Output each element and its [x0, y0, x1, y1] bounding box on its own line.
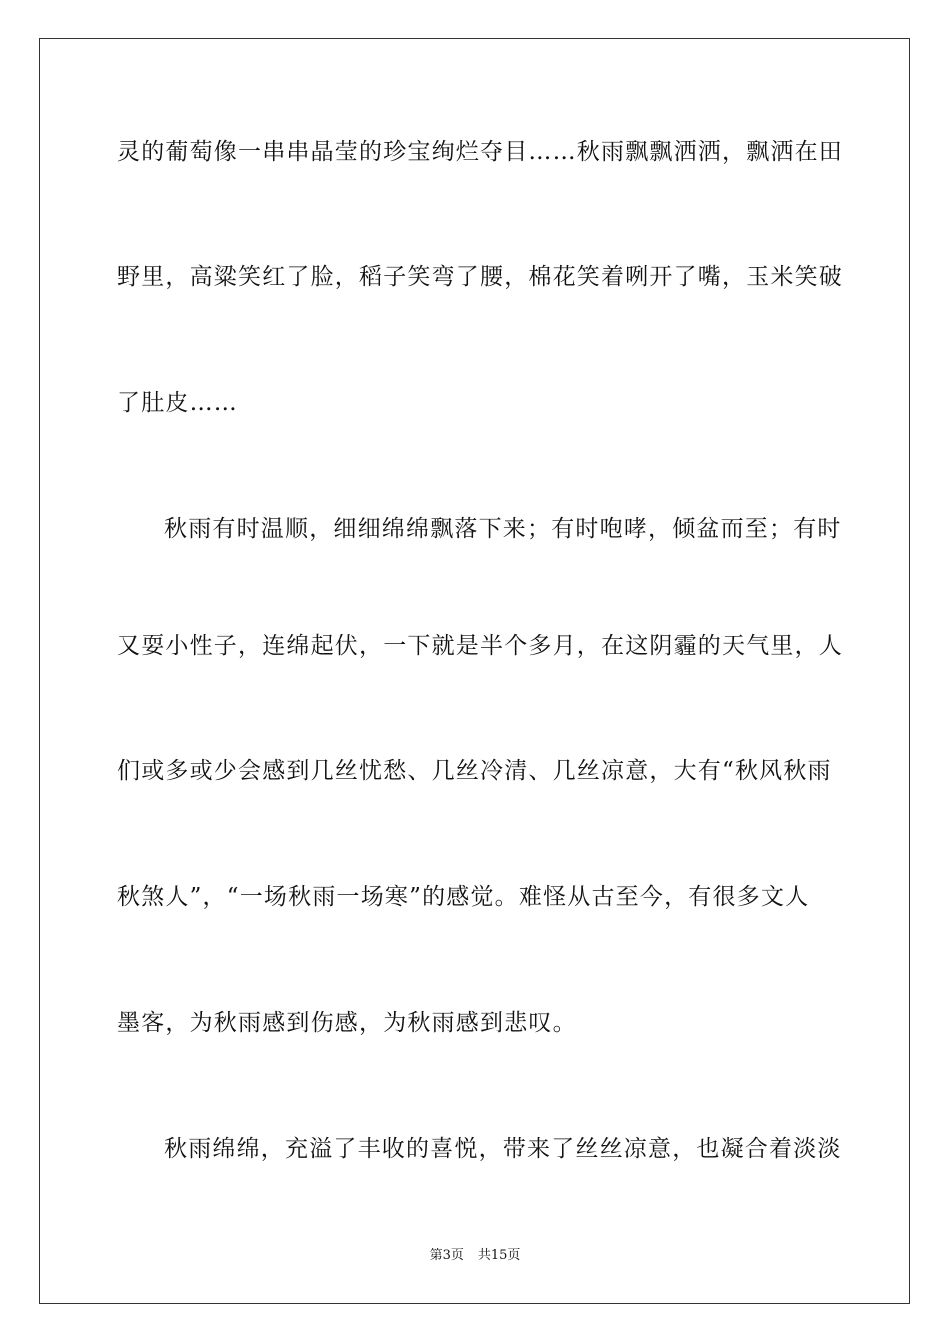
- page-total: 共15页: [477, 1248, 521, 1263]
- text-line: 灵的葡萄像一串串晶莹的珍宝绚烂夺目……秋雨飘飘洒洒，飘洒在田: [117, 139, 843, 165]
- text-line: 又耍小性子，连绵起伏，一下就是半个多月，在这阴霾的天气里，人: [117, 633, 843, 659]
- text-line: 秋煞人”，“一场秋雨一场寒”的感觉。难怪从古至今，有很多文人: [117, 884, 810, 910]
- paragraph-start-line: 秋雨绵绵，充溢了丰收的喜悦，带来了丝丝凉意，也凝合着淡淡: [164, 1136, 842, 1162]
- page-number: 第3页: [429, 1248, 464, 1263]
- text-line: 野里，高粱笑红了脸，稻子笑弯了腰，棉花笑着咧开了嘴，玉米笑破: [117, 264, 843, 290]
- page-footer: [0, 1247, 950, 1265]
- text-line: 了肚皮……: [117, 390, 238, 416]
- page-border: [39, 38, 910, 1304]
- text-line: 们或多或少会感到几丝忧愁、几丝冷清、几丝凉意，大有“秋风秋雨: [117, 758, 832, 784]
- paragraph-start-line: 秋雨有时温顺，细细绵绵飘落下来；有时咆哮，倾盆而至；有时: [164, 516, 842, 542]
- text-line: 墨客，为秋雨感到伤感，为秋雨感到悲叹。: [117, 1010, 577, 1036]
